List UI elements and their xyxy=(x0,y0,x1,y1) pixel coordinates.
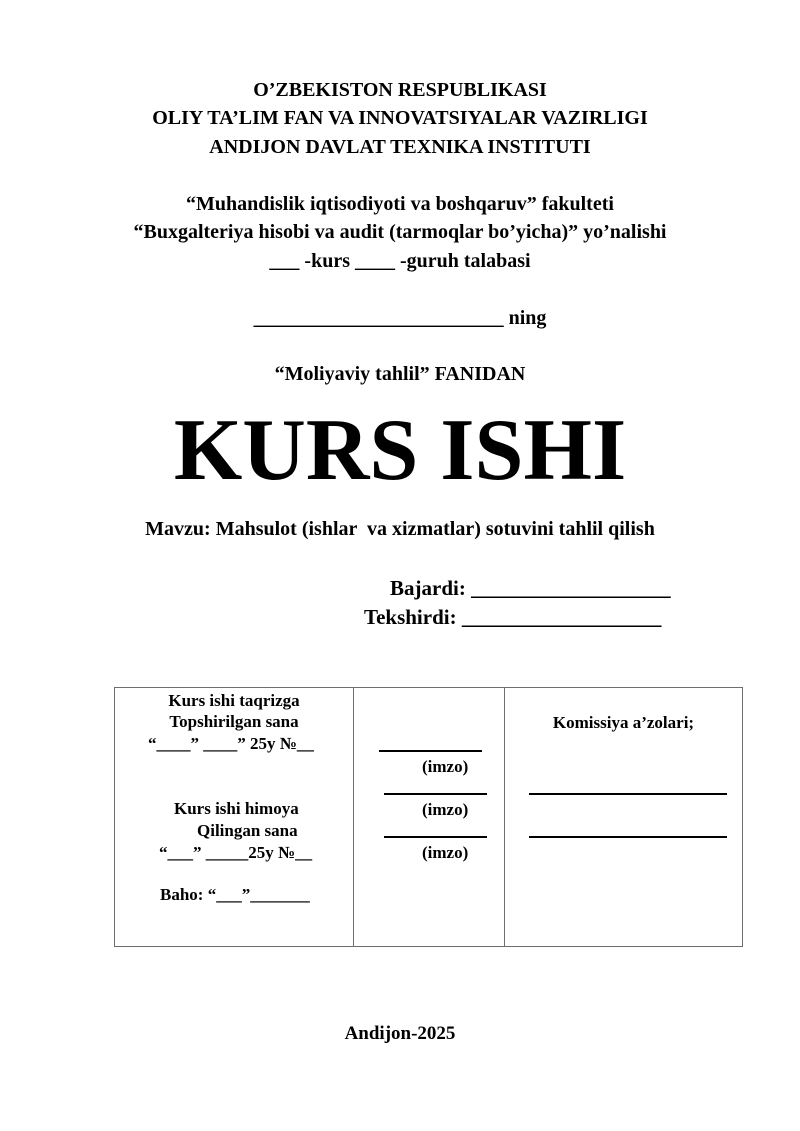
republic-heading: O’ZBEKISTON RESPUBLIKASI xyxy=(253,79,547,101)
document-title: KURS ISHI xyxy=(173,402,627,499)
ministry-heading: OLIY TA’LIM FAN VA INNOVATSIYALAR VAZIRLIGI xyxy=(152,107,648,129)
checked-by-line: Tekshirdi: ___________________ xyxy=(364,605,662,629)
commission-member-line-2 xyxy=(529,836,727,838)
subject-line: “Moliyaviy tahlil” FANIDAN xyxy=(274,363,526,385)
student-name-line: _________________________ ning xyxy=(253,307,547,329)
dates-column xyxy=(115,688,353,946)
submission-label-1: Kurs ishi taqrizga xyxy=(168,691,300,710)
defense-date: “___” _____25y №__ xyxy=(159,843,313,862)
signature-line-3 xyxy=(384,836,487,838)
footer-city-year: Andijon-2025 xyxy=(344,1023,456,1044)
signature-line-2 xyxy=(384,793,487,795)
grade-line: Baho: “___”_______ xyxy=(160,885,310,904)
submission-date: “____” ____” 25y №__ xyxy=(148,734,314,753)
topic-line: Mavzu: Mahsulot (ishlar va xizmatlar) sotuvini tahlil qilish xyxy=(145,518,655,540)
institute-heading: ANDIJON DAVLAT TEXNIKA INSTITUTI xyxy=(209,136,591,158)
commission-column xyxy=(505,688,742,946)
course-group-line: ___ -kurs ____ -guruh talabasi xyxy=(269,250,531,272)
commission-member-line-1 xyxy=(529,793,727,795)
submission-label-2: Topshirilgan sana xyxy=(169,712,299,731)
signature-label-3: (imzo) xyxy=(422,843,469,862)
defense-label-1: Kurs ishi himoya xyxy=(174,799,299,818)
signature-label-2: (imzo) xyxy=(422,800,469,819)
faculty-line: “Muhandislik iqtisodiyoti va boshqaruv” fakulteti xyxy=(186,193,614,215)
signature-label-1: (imzo) xyxy=(422,757,469,776)
commission-label: Komissiya a’zolari; xyxy=(552,713,695,732)
performed-by-line: Bajardi: ___________________ xyxy=(390,576,671,600)
defense-table xyxy=(114,687,743,947)
defense-label-2: Qilingan sana xyxy=(197,821,298,840)
direction-line: “Buxgalteriya hisobi va audit (tarmoqlar bo’yicha)” yo’nalishi xyxy=(133,221,667,243)
signatures-column xyxy=(354,688,504,946)
signature-line-1 xyxy=(379,750,482,752)
